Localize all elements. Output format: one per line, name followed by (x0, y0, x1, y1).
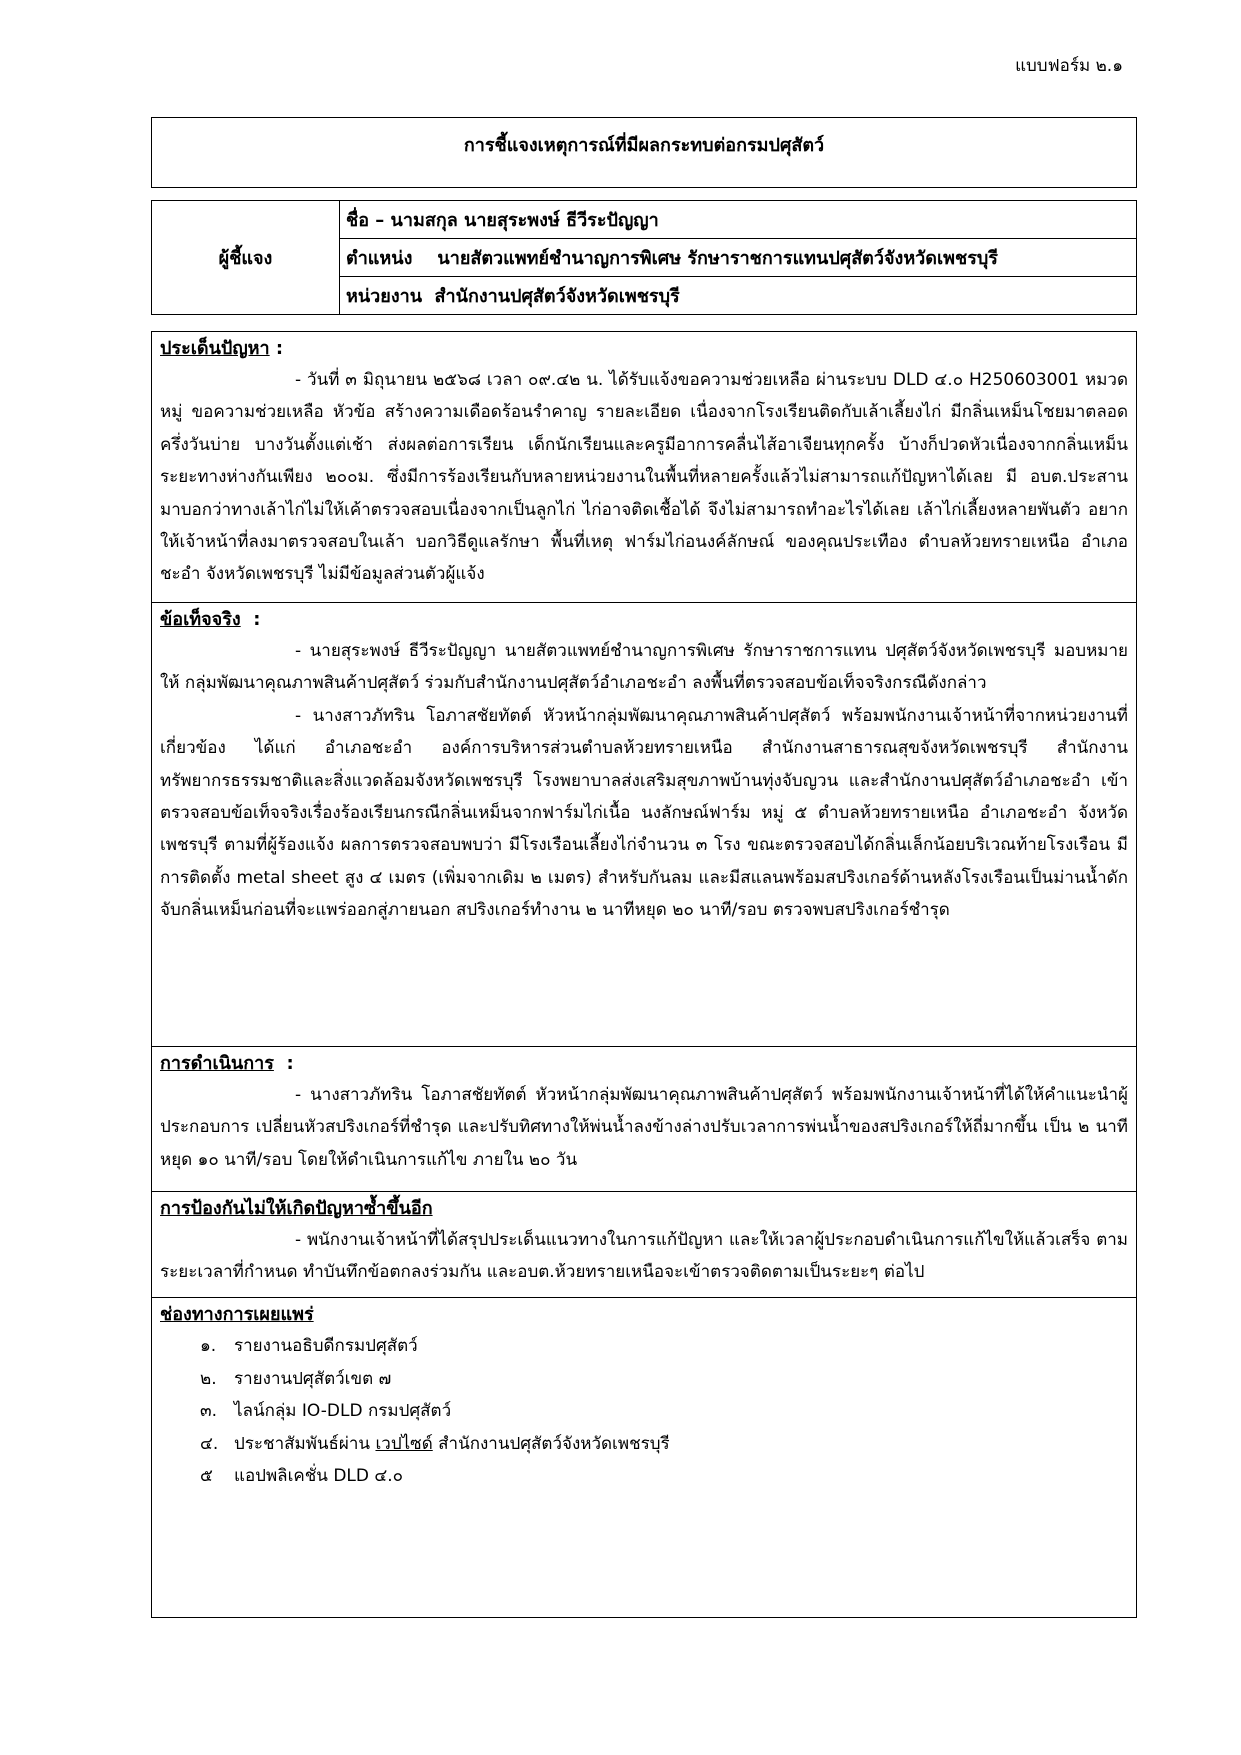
reporter-row-name (152, 201, 1137, 239)
issue-heading: ประเด็นปัญหา (160, 338, 270, 359)
channels-heading-line (160, 1300, 1128, 1330)
channel-item-number: ๑. (200, 1336, 217, 1356)
issue-text: - วันที่ ๓ มิถุนายน ๒๕๖๘ เวลา ๐๙.๔๒ น. ได้รับแจ้งขอความช่วยเหลือ ผ่านระบบ DLD ๔.๐ H250603001 หมวดหมู่ ขอความช่วยเหลือ หัวข้อ สร้างความเดือดร้อนรำคาญ รายละเอียด เนื่องจากโรงเรียนติดกับเล้าเลี้ยงไก่ มีกลิ่นเหม็นโชยมาตลอดครึ่งวันบ่าย บางวันตั้งแต่เช้า ส่งผลต่อการเรียน เด็กนักเรียนและครูมีอาการคลื่นไส้อาเจียนทุกครั้ง บ้างก็ปวดหัวเนื่องจากกลิ่นเหม็น ระยะทางห่างกันเพียง ๒๐๐ม. ซึ่งมีการร้องเรียนกับหลายหน่วยงานในพื้นที่หลายครั้งแล้วไม่สามารถแก้ปัญหาได้เลย มี อบต.ประสานมาบอกว่าทางเล้าไก่ไม่ให้เค้าตรวจสอบเนื่องจากเป็นลูกไก่ ไก่อาจติดเชื้อได้ จึงไม่สามารถทำอะไรได้เลย เล้าไก่เลี้ยงหลายพันตัว อยากให้เจ้าหน้าที่ลงมาตรวจสอบในเล้า บอกวิธีดูแลรักษา พื้นที่เหตุ ฟาร์มไก่อนงค์ลักษณ์ ของคุณประเทือง ตำบลห้วยทรายเหนือ อำเภอชะอำ จังหวัดเพชรบุรี ไม่มีข้อมูลส่วนตัวผู้แจ้ง (160, 370, 1128, 585)
facts-heading-colon: : (240, 609, 261, 630)
channel-item-text: รายงานปศุสัตว์เขต ๗ (234, 1368, 392, 1389)
prevention-heading: การป้องกันไม่ให้เกิดปัญหาซ้ำขึ้นอีก (160, 1198, 433, 1219)
facts-paragraph-1: - นายสุระพงษ์ ธีวีระปัญญา นายสัตวแพทย์ชำนาญการพิเศษ รักษาราชการแทน ปศุสัตว์จังหวัดเพชรบุรี มอบหมายให้ กลุ่มพัฒนาคุณภาพสินค้าปศุสัตว์ ร่วมกับสำนักงานปศุสัตว์อำเภอชะอำ ลงพื้นที่ตรวจสอบข้อเท็จจริงกรณีดังกล่าว (160, 641, 1128, 694)
channels-heading: ช่องทางการเผยแพร่ (160, 1304, 314, 1325)
action-heading: การดำเนินการ (160, 1053, 274, 1074)
document-title-box (151, 117, 1137, 188)
channel-item-prefix: ประชาสัมพันธ์ผ่าน (234, 1433, 376, 1454)
facts-heading-line (160, 605, 1128, 635)
issue-section (152, 332, 1136, 603)
reporter-unit: หน่วยงาน สำนักงานปศุสัตว์จังหวัดเพชรบุรี (340, 277, 1137, 315)
website-link[interactable]: เวปไซด์ (375, 1433, 433, 1454)
channel-item (200, 1428, 1128, 1461)
action-text: - นางสาวภัทริน โอภาสชัยทัตต์ หัวหน้ากลุ่มพัฒนาคุณภาพสินค้าปศุสัตว์ พร้อมพนักงานเจ้าหน้าที่ได้ให้คำแนะนำผู้ประกอบการ เปลี่ยนหัวสปริงเกอร์ที่ชำรุด และปรับทิศทางให้พ่นน้ำลงข้างล่างปรับเวลาการพ่นน้ำของสปริงเกอร์ให้ถี่มากขึ้น เป็น ๒ นาที หยุด ๑๐ นาที/รอบ โดยให้ดำเนินการแก้ไข ภายใน ๒๐ วัน (160, 1085, 1128, 1170)
channel-item (200, 1363, 1128, 1396)
facts-section (152, 603, 1136, 1047)
channel-item-text: รายงานอธิบดีกรมปศุสัตว์ (234, 1336, 418, 1356)
reporter-name: ชื่อ – นามสกุล นายสุระพงษ์ ธีวีระปัญญา (340, 201, 1137, 239)
issue-heading-colon: : (269, 338, 284, 359)
channel-item-text: แอปพลิเคชั่น DLD ๔.๐ (234, 1466, 404, 1486)
channel-item-number: ๓. (200, 1401, 218, 1421)
facts-heading: ข้อเท็จจริง (160, 609, 241, 630)
channels-list (160, 1330, 1128, 1493)
channel-item-number: ๒. (200, 1368, 217, 1389)
prevention-text: - พนักงานเจ้าหน้าที่ได้สรุปประเด็นแนวทางในการแก้ปัญหา และให้เวลาผู้ประกอบดำเนินการแก้ไขให้แล้วเสร็จ ตามระยะเวลาที่กำหนด ทำบันทึกข้อตกลงร่วมกัน และอบต.ห้วยทรายเหนือจะเข้าตรวจติดตามเป็นระยะๆ ต่อไป (160, 1230, 1128, 1283)
action-heading-line (160, 1049, 1128, 1079)
reporter-label: ผู้ชี้แจง (152, 201, 340, 315)
action-heading-colon: : (273, 1053, 294, 1074)
channel-item-suffix: สำนักงานปศุสัตว์จังหวัดเพชรบุรี (432, 1433, 670, 1454)
facts-paragraph-2: - นางสาวภัทริน โอภาสชัยทัตต์ หัวหน้ากลุ่มพัฒนาคุณภาพสินค้าปศุสัตว์ พร้อมพนักงานเจ้าหน้าที่จากหน่วยงานที่เกี่ยวข้อง ได้แก่ อำเภอชะอำ องค์การบริหารส่วนตำบลห้วยทรายเหนือ สำนักงานสาธารณสุขจังหวัดเพชรบุรี สำนักงานทรัพยากรธรรมชาติและสิ่งแวดล้อมจังหวัดเพชรบุรี โรงพยาบาลส่งเสริมสุขภาพบ้านทุ่งจับญวน และสำนักงานปศุสัตว์อำเภอชะอำ เข้าตรวจสอบข้อเท็จจริงเรื่องร้องเรียนกรณีกลิ่นเหม็นจากฟาร์มไก่เนื้อ นงลักษณ์ฟาร์ม หมู่ ๕ ตำบลห้วยทรายเหนือ อำเภอชะอำ จังหวัดเพชรบุรี ตามที่ผู้ร้องแจ้ง ผลการตรวจสอบพบว่า มีโรงเรือนเลี้ยงไก่จำนวน ๓ โรง ขณะตรวจสอบได้กลิ่นเล็กน้อยบริเวณท้ายโรงเรือน มีการติดตั้ง metal sheet สูง ๔ เมตร (เพิ่มจากเดิม ๒ เมตร) สำหรับกันลม และมีสแลนพร้อมสปริงเกอร์ด้านหลังโรงเรือนเป็นม่านน้ำดักจับกลิ่นเหม็นก่อนที่จะแพร่ออกสู่ภายนอก สปริงเกอร์ทำงาน ๒ นาทีหยุด ๒๐ นาที/รอบ ตรวจพบสปริงเกอร์ชำรุด (160, 705, 1128, 921)
channel-item (200, 1330, 1128, 1363)
channel-item-text: ไลน์กลุ่ม IO-DLD กรมปศุสัตว์ (234, 1401, 452, 1421)
issue-heading-line (160, 334, 1128, 364)
form-number: แบบฟอร์ม ๒.๑ (1015, 56, 1123, 76)
channel-item-text (234, 1428, 670, 1461)
reporter-table (151, 200, 1137, 315)
action-section (152, 1047, 1136, 1192)
report-body (151, 331, 1137, 1618)
prevention-heading-line (160, 1194, 1128, 1224)
channel-item-number: ๕ (200, 1466, 213, 1486)
channels-section (152, 1298, 1136, 1497)
document-title: การชี้แจงเหตุการณ์ที่มีผลกระทบต่อกรมปศุสัตว์ (463, 135, 825, 156)
channel-item (200, 1460, 1128, 1493)
reporter-position: ตำแหน่ง นายสัตวแพทย์ชำนาญการพิเศษ รักษาราชการแทนปศุสัตว์จังหวัดเพชรบุรี (340, 239, 1137, 277)
prevention-section (152, 1192, 1136, 1298)
channel-item (200, 1395, 1128, 1428)
channel-item-number: ๔. (200, 1433, 219, 1454)
